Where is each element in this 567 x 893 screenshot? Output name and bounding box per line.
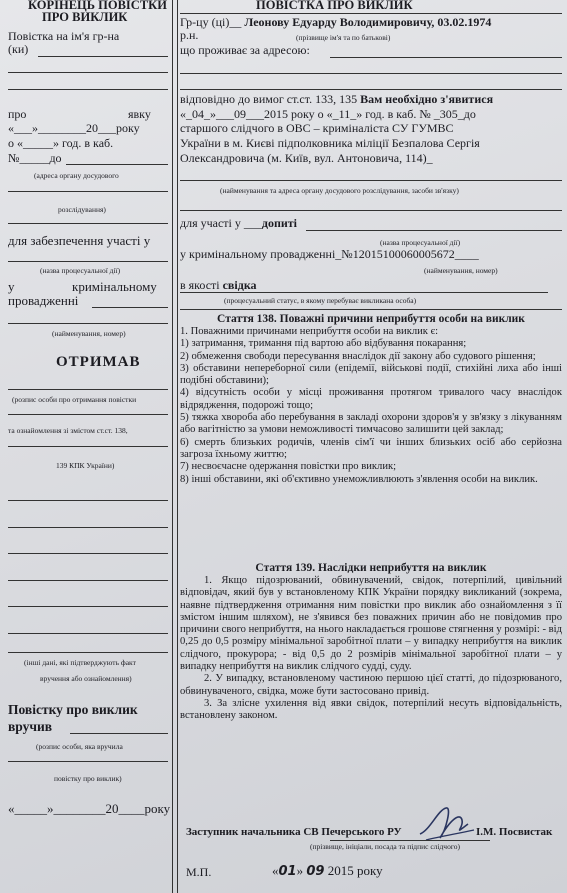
name-caption: (прізвище ім'я та по батькові) — [296, 33, 391, 42]
article-138-item: 3) обставини непереборної сили (епідемії, військові події, стихійні лиха або інші подібні обставини); — [180, 362, 562, 387]
lives-at: що проживає за адресою: — [180, 43, 310, 57]
article-139: Стаття 139. Наслідки неприбуття на виклик 1. Якщо підозрюваний, обвинувачений, свідок, потерпілий, цивільний відповідач, який був у встановленому КПК України порядку викликаний (зокрема, наявне підтвердження отримання ним повістки про виклик або ознайомлення з її змістом іншим шляхом), не з'явився без поважних причин або не повідомив про причини свого неприбуття, на нього накладається грошове стягнення у розмірі: - від 0,25 до 0,5 розміру мінімальної заробітної плати – у випадку неприбуття на виклик слідчого, прокурора; - від 0,5 до 2 розмірів мінімальної заробітної плати – у випадку неприбуття на виклик слідчого судді, суду. 2. У випадку, встановленому частиною першою цієї статті, до підозрюваного, обвинуваченого, свідка, може бути застосовано привід. 3. За злісне ухилення від явки свідок, потерпілий несуть відповідальність, встановлену законом. — [180, 562, 562, 722]
stub-receipt-caption-2: та ознайомлення зі змістом ст.ст. 138, — [8, 426, 128, 435]
address-caption: (найменування та адреса органу досудового розслідування, засоби зв'язку) — [220, 186, 459, 195]
stub-handed-1: Повістку про виклик — [8, 702, 138, 717]
stub-other-data-caption-2: вручення або ознайомлення) — [40, 674, 132, 683]
stub-for-ensure: для забезпечення участі у — [8, 233, 151, 248]
investigator-line-3: Олександровича (м. Київ, вул. Антоновича, 114)_ — [180, 151, 433, 165]
stub-criminal: кримінальному — [72, 279, 157, 294]
signature-date: «01» 09 2015 року — [272, 863, 383, 879]
case-caption: (найменування, номер) — [424, 266, 498, 275]
stub-signer-caption: (розпис особи, яка вручила — [36, 742, 123, 751]
article-138-item: 8) інші обставини, які об'єктивно унеможливлюють з'явлення особи на виклик. — [180, 473, 538, 485]
stub-received: ОТРИМАВ — [56, 354, 141, 370]
stamp-place: М.П. — [186, 865, 212, 879]
article-138-item: 4) відсутність особи у місці проживання протягом тривалого часу внаслідок відрядження, подорожі тощо; — [180, 387, 562, 411]
signatory-name: І.М. Посвистак — [476, 826, 553, 838]
stub-appear-word: явку — [128, 107, 151, 121]
participation-line: для участі у ___допиті — [180, 216, 298, 230]
stub-receipt-caption-3: 139 КПК України) — [56, 461, 115, 470]
stub-room-to: №_____до — [8, 151, 62, 165]
stub-organ-caption-2: розслідування) — [58, 205, 106, 214]
stub-receipt-caption-1: (розпис особи про отримання повістки — [12, 395, 137, 404]
article-138-item: 2) обмеження свободи пересування внаслідок дії закону або судового рішення; — [180, 350, 536, 362]
stub-summons-caption: повістку про виклик) — [54, 774, 122, 783]
addressee-rn: р.н. — [180, 28, 199, 42]
article-138-item: 1) затримання, тримання під вартою або відбування покарання; — [180, 338, 467, 350]
stub-date-line: «___»________20___року — [8, 121, 140, 135]
stub-appear-pro: про — [8, 107, 27, 121]
stub-handed-2: вручив — [8, 719, 53, 734]
investigator-line-1: старшого слідчого в ОВС – криміналіста СУ ГУМВС — [180, 121, 454, 135]
status-caption: (процесуальний статус, в якому перебуває викликана особа) — [224, 296, 417, 305]
appointment-date: «_04_»___09___2015 року о «_11_» год. в каб. № _305_до — [180, 107, 476, 121]
stub-summons-to: Повістка на ім'я гр-на — [8, 29, 120, 43]
investigator-line-2: України в м. Києві підполковника міліції Безпалова Сергія — [180, 136, 480, 150]
status-line: в якості свідка — [180, 278, 257, 292]
legal-basis: відповідно до вимог ст.ст. 133, 135 Вам необхідно з'явитися — [180, 92, 494, 106]
article-138: Стаття 138. Поважні причини неприбуття особи на виклик 1. Поважними причинами неприбуття особи на виклик є: 1) затримання, тримання під вартою або відбування покарання; 2) обмеження свободи пересування внаслідок дії закону або судового рішення; 3) обставини непереборної сили (епідемії, військові події, стихійні лиха або інші подібні обставини); 4) відсутність особи у місці проживання протягом тривалого часу внаслідок відрядження, подорожі тощо; 5) тяжка хвороба або перебування в закладі охорони здоров'я у зв'язку з лікуванням або вагітністю за умови неможливості тимчасово залишити цей заклад; 6) смерть близьких родичів, членів сім'ї чи інших близьких осіб або серйозна загроза їхньому життю; 7) несвоєчасне одержання повістки про виклик; 8) інші обставини, які об'єктивно унеможливлюють з'явлення особи на виклик. — [180, 313, 562, 485]
signatory-title: Заступник начальника СВ Печерського РУ — [186, 826, 402, 838]
case-line: у кримінальному провадженні_№12015100060005672____ — [180, 247, 479, 261]
stub-u: у — [8, 279, 15, 294]
stub-proc-caption: (назва процесуальної дії) — [40, 266, 121, 275]
column-divider — [172, 0, 178, 893]
stub-title-2: ПРО ВИКЛИК — [42, 10, 128, 24]
proc-action-caption: (назва процесуальної дії) — [380, 238, 461, 247]
stub-name-caption: (найменування, номер) — [52, 329, 126, 338]
signer-caption: (прізвище, ініціали, посада та підпис слідчого) — [310, 842, 460, 851]
stub-bottom-date: «_____»________20____року — [8, 801, 171, 816]
stub-other-data-caption-1: (інші дані, які підтверджують факт — [24, 658, 136, 667]
article-138-item: 7) несвоєчасне одержання повістки про виклик; — [180, 461, 397, 473]
article-138-item: 6) смерть близьких родичів, членів сім'ї чи інших близьких осіб або серйозна загроза їхньому життю; — [180, 436, 562, 460]
stub-title-1: КОРІНЕЦЬ ПОВІСТКИ — [28, 0, 167, 12]
stub-organ-caption-1: (адреса органу досудового — [34, 171, 119, 180]
stub-proceeding: провадженні — [8, 293, 79, 308]
summons-title: ПОВІСТКА ПРО ВИКЛИК — [256, 0, 413, 12]
stub-summons-ki: (ки) — [8, 42, 29, 56]
stub-time-line: о «_____» год. в каб. — [8, 136, 114, 150]
addressee-line: Гр-цу (ці)__ Леонову Едуарду Володимировичу, 03.02.1974 — [180, 15, 492, 29]
article-138-item: 5) тяжка хвороба або перебування в закладі охорони здоров'я у зв'язку з лікуванням або вагітністю за умови неможливості тимчасово залишити цей заклад; — [180, 412, 562, 436]
